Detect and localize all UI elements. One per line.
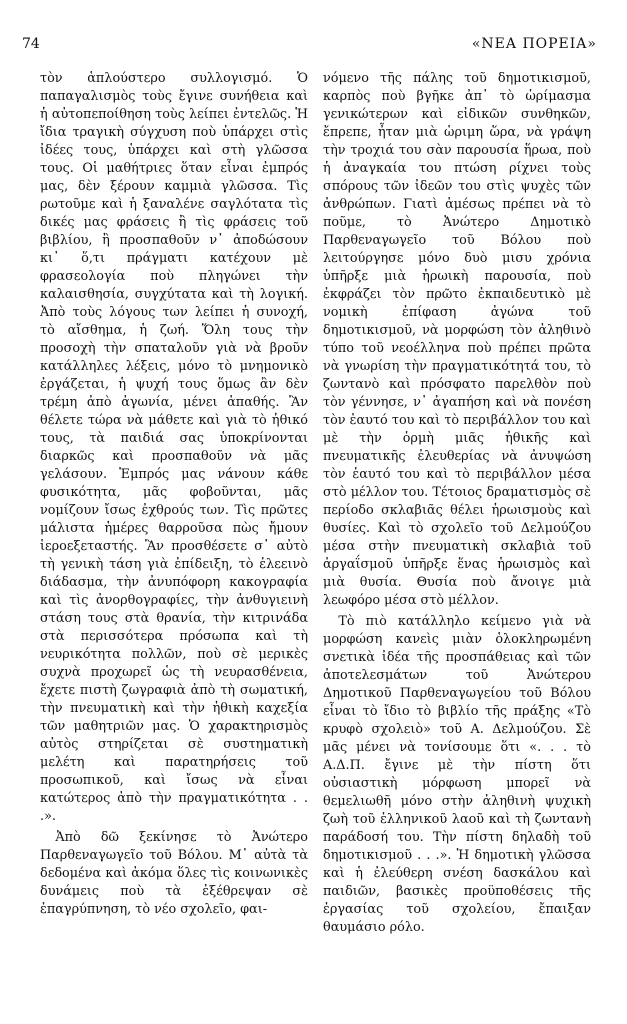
left-column [40, 70, 308, 919]
right-column [323, 70, 591, 937]
journal-title: «ΝΕΑ ΠΟΡΕΙΑ» [471, 36, 597, 52]
page-header [22, 36, 597, 52]
paragraph: νόμενο τῆς πάλης τοῦ δημοτικισμοῦ, καρπὸς ποὺ βγῆκε ἀπ᾿ τὸ ὡρίμασμα γενικώτερων καὶ εἰδικῶν συνθηκῶν, ἔπρεπε, ἦταν μιὰ ὡριμη ὥρα, νὰ γράψη τὴν τροχιά του σὰν παρουσία ἥρωα, ποὺ ἡ ἀναγκαία του πτώση ρίχνει τοὺς σπόρους τῶν ἰδεῶν του στὶς ψυχὲς τῶν ἀνθρώπων. Γιατὶ ἀμέσως πρέπει νὰ τὸ ποῦμε, τὸ Ἀνώτερο Δημοτικὸ Παρθεναγωγεῖο τοῦ Βόλου ποὺ λειτούργησε μόνο δυὸ μισυ χρόνια ὑπῆρξε μιὰ ἡρωικὴ παρουσία, ποὺ ἐκφράζει τὸν πρῶτο ἐκπαιδευτικὸ μὲ νομικὴ ἐπίφαση ἀγώνα τοῦ δημοτικισμοῦ, νὰ μορφώση τὸν ἀληθινὸ τύπο τοῦ νεοέλληνα ποὺ πρέπει πρῶτα νὰ γνωρίση τὴν πραγματικότητά του, τὸ ζωντανὸ καὶ πρόσφατο παρελθὸν ποὺ τὸν γέννησε, ν᾿ ἀγαπήση καὶ νὰ πονέση τὸν ἑαυτό του καὶ τὸ περιβάλλον του καὶ μὲ τὴν ὁρμὴ μιᾶς ἠθικῆς καὶ πνευματικῆς ἐλευθερίας νὰ ἀνυψώση τὸν ἑαυτό του καὶ τὸ περιβάλλον μέσα στὸ μέλλον του. Τέτοιος δραματισμὸς σὲ περίοδο σκλαβιᾶς θέλει ἡρωισμοὺς καὶ θυσίες. Καὶ τὸ σχολεῖο τοῦ Δελμούζου μέσα στὴν πνευματικὴ σκλαβιὰ τοῦ ἀργαΐσμοῦ ὑπῆρξε ἕνας ἡρωισμὸς καὶ μιὰ θυσία. Θυσία ποὺ ἄνοιγε μιὰ λεωφόρο μέσα στὸ μέλλον. [323, 71, 591, 608]
paragraph: τὸν ἁπλούστερο συλλογισμό. Ὁ παπαγαλισμὸς τοὺς ἔγινε συνήθεια καὶ ἡ αὐτοπεποίθηση τοὺς λείπει ἐντελῶς. Ἡ ἴδια τραγικὴ σύγχυση ποὺ ὑπάρχει στὶς ἰδέες τους, ὑπάρχει καὶ στὴ γλῶσσα τους. Οἱ μαθήτριες ὅταν εἶναι ἐμπρός μας, δὲν ξέρουν καμμιὰ γλῶσσα. Τὶς ρωτοῦμε καὶ ἡ ξαναλένε σαγλότατα τὶς δικές μας φράσεις ἢ τὶς φράσεις τοῦ βιβλίου, ἢ προσπαθοῦν ν᾿ ἀποδώσουν κι᾿ ὅ,τι πράγματι κατέχουν μὲ φρασεολογία ποὺ πληγώνει τὴν καλαισθησία, συγχύτατα καὶ τὴ λογική. Ἀπὸ τοὺς λόγους των λείπει ἡ συνοχή, τὸ αἴσθημα, ἡ ζωή. Ὅλη τους τὴν προσοχὴ τὴν σπαταλοῦν γιὰ νὰ βροῦν κατάλληλες λέξεις, μόνο τὸ μνημονικὸ ἐργάζεται, ἡ ψυχή τους ὅμως ἂν δὲν τρέμη ἀπὸ ἀγωνία, μένει ἀπαθής. Ἂν θέλετε τώρα νὰ μάθετε καὶ γιὰ τὸ ἠθικό τους, τὰ παιδιά σας ὑποκρίνονται διαρκῶς καὶ προσπαθοῦν νὰ μᾶς γελάσουν. Ἐμπρός μας νάνουν κάθε φυσικότητα, μᾶς φοβοῦνται, μᾶς νομίζουν ἴσως ἐχθρούς των. Τὶς πρῶτες μάλιστα ἡμέρες θαρροῦσα πὼς ἤμουν ἱεροεξεταστής. Ἂν προσθέσετε σ᾿ αὐτὸ τὴ γενικὴ τάση γιὰ ἐπίδειξη, τὸ ἐλεεινὸ διάδασμα, τὴν ἀνυπόφορη κακογραφία καὶ τὶς ἀνορθογραφίες, τὴν ἀνθυγιεινὴ στάση τους στὰ θρανία, τὴν κιτρινάδα στὰ περισσότερα πρόσωπα καὶ τὴ νευρικότητα πολλῶν, ποὺ σὲ μερικὲς συχνὰ προχωρεῖ ὡς τὴ νευρασθένεια, ἔχετε πιστὴ ζωγραφιὰ ἀπὸ τὴ σωματική, τὴν πνευματικὴ καὶ τὴν ἠθικὴ καχεξία τῶν μαθητριῶν μας. Ὁ χαρακτηρισμὸς αὐτὸς στηρίζεται σὲ συστηματικὴ μελέτη καὶ παρατηρήσεις τοῦ προσωπικοῦ, καὶ ἴσως νὰ εἶναι κατώτερος ἀπὸ τὴν πραγματικότητα . . .». [40, 71, 308, 824]
paragraph: Ἀπὸ δῶ ξεκίνησε τὸ Ἀνώτερο Παρθεναγωγεῖο τοῦ Βόλου. Μ᾿ αὐτὰ τὰ δεδομένα καὶ ἀκόμα ὅλες τὶς κοινωνικὲς δυνάμεις ποὺ τὰ ἐξέθρεψαν σὲ ἐπαγρύπνηση, τὸ νέο σχολεῖο, φαι- [40, 830, 308, 917]
paragraph: Τὸ πιὸ κατάλληλο κείμενο γιὰ νὰ μορφώση κανεὶς μιὰν ὁλοκληρωμένη σνετικὰ ἰδέα τῆς προσπάθειας καὶ τῶν ἀποτελεσμάτων τοῦ Ἀνώτερου Δημοτικοῦ Παρθεναγωγείου τοῦ Βόλου εἶναι τὸ ἴδιο τὸ βιβλίο τῆς πράξης «Τὸ κρυφὸ σχολειὸ» τοῦ Α. Δελμούζου. Σὲ μᾶς μένει νὰ τονίσουμε ὅτι «. . . τὸ Α.Δ.Π. ἔγινε μὲ τὴν πίστη ὅτι οὐσιαστικὴ μόρφωση μπορεῖ νὰ θεμελιωθῆ μόνο στὴν ἀληθινὴ ψυχικὴ ζωὴ τοῦ ἑλληνικοῦ λαοῦ καὶ τὴ ζωντανὴ παράδοσή του. Τὴν πίστη δηλαδὴ τοῦ δημοτικισμοῦ . . .». Ἡ δημοτικὴ γλῶσσα καὶ ἡ ἐλεύθερη σνέση δασκάλου καὶ παιδιῶν, βασικὲς προϋποθέσεις τῆς ἐργασίας τοῦ σχολείου, ἔπαιξαν θαυμάσιο ρόλο. [323, 614, 591, 935]
page-number: 74 [22, 36, 40, 52]
